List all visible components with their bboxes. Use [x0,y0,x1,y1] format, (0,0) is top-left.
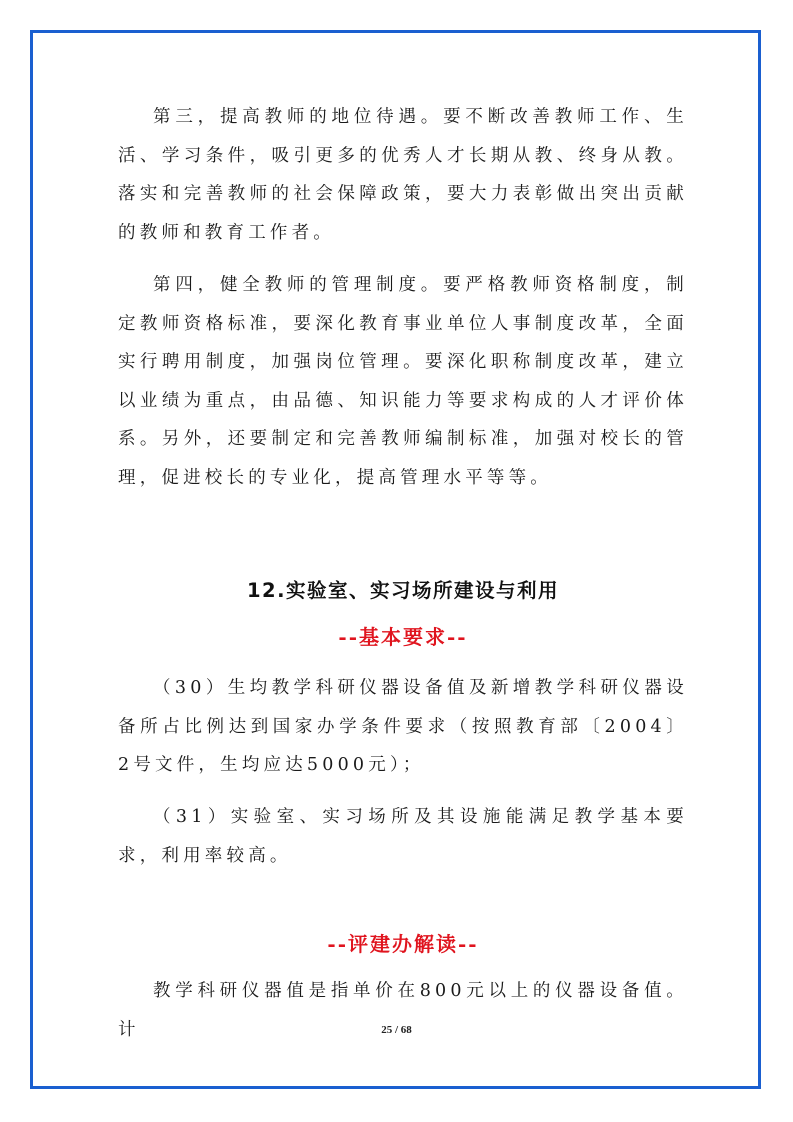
basic-requirements-heading: --基本要求-- [338,625,468,649]
section-heading: 12.实验室、实习场所建设与利用 [246,579,560,602]
interpretation-heading: --评建办解读-- [327,932,479,956]
requirement-31: （31）实验室、实习场所及其设施能满足教学基本要求，利用率较高。 [118,807,688,866]
requirement-30: （30）生均教学科研仪器设备值及新增教学科研仪器设备所占比例达到国家办学条件要求（按照教育部〔2004〕2号文件，生均应达5000元）； [118,678,688,775]
page-number: 25 / 68 [381,1024,412,1036]
paragraph-teacher-management: 第四，健全教师的管理制度。要严格教师资格制度，制定教师资格标准，要深化教育事业单位人事制度改革，全面实行聘用制度，加强岗位管理。要深化职称制度改革，建立以业绩为重点，由品德、知识能力等要求构成的人才评价体系。另外，还要制定和完善教师编制标准，加强对校长的管理，促进校长的专业化，提高管理水平等等。 [118,275,688,488]
paragraph-teacher-status: 第三，提高教师的地位待遇。要不断改善教师工作、生活、学习条件，吸引更多的优秀人才长期从教、终身从教。落实和完善教师的社会保障政策，要大力表彰做出突出贡献的教师和教育工作者。 [118,107,688,243]
paragraph-instrument-value: 教学科研仪器值是指单价在800元以上的仪器设备值。计 [118,981,688,1040]
